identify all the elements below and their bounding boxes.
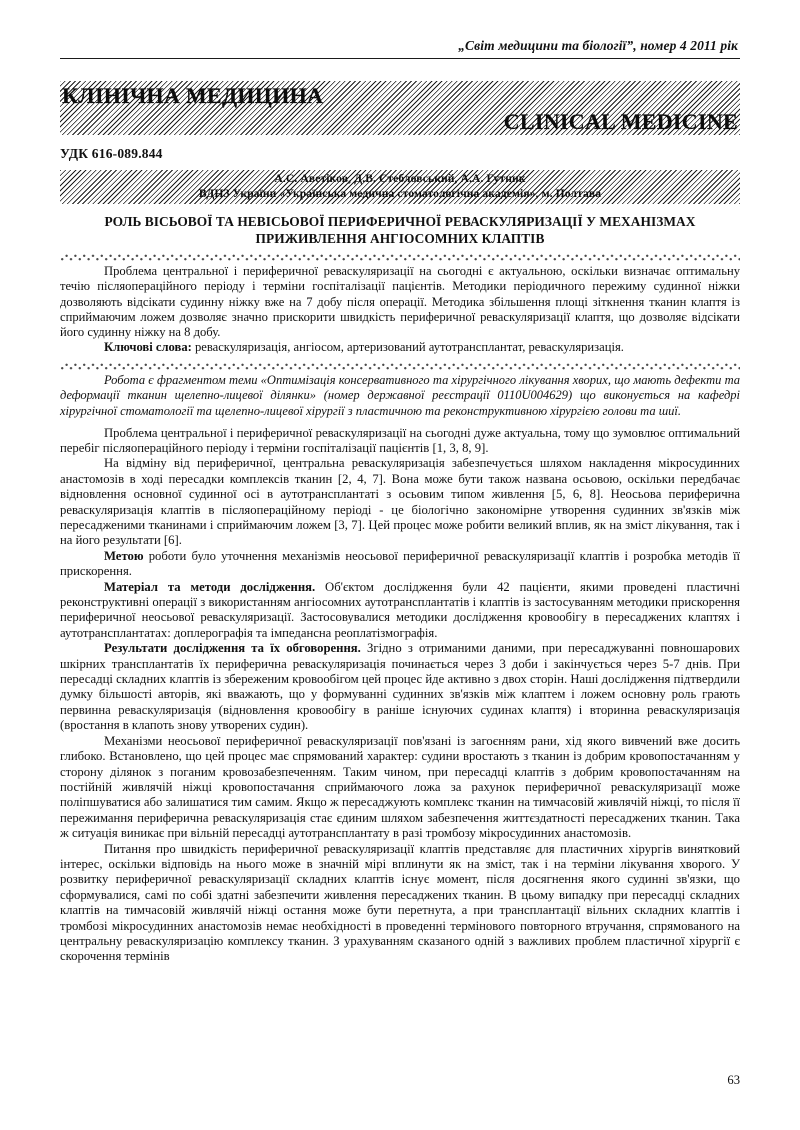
header-rule bbox=[60, 58, 740, 59]
body-paragraph bbox=[60, 734, 740, 842]
body-paragraph bbox=[60, 842, 740, 965]
section-banner bbox=[60, 81, 740, 135]
article-body bbox=[60, 426, 740, 965]
paragraph-text: Згідно з отриманими даними, при пересаджуванні повношарових шкірних трансплантатів їх периферична реваскуляризація починається через 3 доби і закінчується через 5-7 днів. При пересадці складних клаптів із збереженим кровообігом цей процес йде активно з двох сторін. Наші дослідження підтвердили думку більшості авторів, які вважають, що у формуванні судинних зв'язків між клаптем і ложем основну роль грають первинна реваскуляризація (відновлення кровообігу в раніше існуючих судинах клаптя) і вторинна реваскуляризація (вростання в клапоть знову утворених судин). bbox=[60, 641, 740, 733]
wavy-divider-bottom bbox=[60, 363, 740, 370]
body-paragraph bbox=[60, 549, 740, 580]
authors-banner bbox=[60, 170, 740, 204]
wavy-divider-top bbox=[60, 254, 740, 261]
running-head: „Світ медицини та біології”, номер 4 2011 рік bbox=[458, 38, 738, 53]
paragraph-text: роботи було уточнення механізмів неосьової периферичної реваскуляризації клаптів і розробка методів її прискорення. bbox=[60, 548, 740, 579]
keywords-label: Ключові слова: bbox=[104, 340, 192, 355]
page-number: 63 bbox=[727, 1073, 740, 1087]
paragraph-lead: Матеріал та методи дослідження. bbox=[104, 579, 316, 594]
paragraph-lead: Результати дослідження та їх обговорення. bbox=[104, 641, 361, 656]
section-title-english: CLINICAL MEDICINE bbox=[503, 109, 738, 134]
keywords-paragraph bbox=[60, 340, 740, 355]
body-paragraph bbox=[60, 456, 740, 548]
paragraph-text: На відміну від периферичної, центральна реваскуляризація забезпечується шляхом накладення мікросудинних анастомозів в ході пересадки комплексів тканин [2, 4, 7]. Вона може бути також названа осьовою, оскільки передбачає відновлення основної судинної осі в аутотрансплантаті з осьовим типом живлення [5, 6, 8]. Неосьова периферична реваскуляризація клаптів в післяопераційному періоді - це біологічно закономірне утворення судинних зв'язків між пересадженими тканинами і сприймаючим ложем [3, 7]. Цей процес може робити великий вплив, як на зміст лікування, так і на його результати [6]. bbox=[60, 456, 740, 548]
paragraph-text: Об'єктом дослідження були 42 пацієнти, якими проведені пластичні реконструктивні операції з використанням ангіосомних аутотрансплантатів і клаптів із застосуванням методики прискорення периферичної неосьової реваскуляризації. Застосовувалися методики дослідження кровообігу в пересаджених клаптях і аутотрансплантатах: доплерографія та імпедансна реоплатізмографія. bbox=[60, 579, 740, 640]
body-paragraph bbox=[60, 426, 740, 457]
abstract-paragraph: Проблема центральної і периферичної реваскуляризації на сьогодні є актуальною, оскільки визначає оптимальну течію післяопераційного періоду і терміни госпіталізації пацієнтів. Методики періодичного пережиму судинної ніжки дозволяють відсікати судинну ніжку вже на 7 добу після операції. Методика збільшення площі зіткнення тканин клаптя із сприймаючим ложем дозволяє значно прискорити швидкість периферичної реваскуляризації клаптя, що дозволяє відсікати його судинну ніжку на 8 добу. bbox=[60, 264, 740, 340]
keywords-text: реваскуляризація, ангіосом, артеризований аутотрансплантат, реваскуляризація. bbox=[191, 340, 624, 355]
funding-note: Робота є фрагментом теми «Оптимізація консервативного та хірургічного лікування хворих, що мають дефекти та деформації тканин щелепно-лицевої ділянки» (номер державної реєстрації 0110U004629) що виконується на кафедрі хірургічної стоматології та щелепно-лицевої хірургії з пластичною та реконструктивною хірургією голови та шиї. bbox=[60, 372, 740, 418]
section-title-ukrainian: КЛІНІЧНА МЕДИЦИНА bbox=[62, 83, 324, 108]
authors-names: А.С. Аветіков, Д.В. Стебловський, А.А. Гутник bbox=[274, 172, 526, 185]
paragraph-lead: Метою bbox=[104, 548, 144, 563]
article-title: РОЛЬ ВІСЬОВОЇ ТА НЕВІСЬОВОЇ ПЕРИФЕРИЧНОЇ РЕВАСКУЛЯРИЗАЦІЇ У МЕХАНІЗМАХ ПРИЖИВЛЕННЯ АНГІОСОМНИХ КЛАПТІВ bbox=[104, 214, 696, 246]
paragraph-text: Питання про швидкість периферичної реваскуляризації клаптів представляє для пластичних хірургів винятковий інтерес, оскільки відповідь на нього може в значній мірі вплинути як на зміст, так і на терміни лікування хворого. У розвитку периферичної реваскуляризації складних клаптів існує момент, після досягнення якого судинні зв'язки, що сформувалися, самі по собі здатні забезпечити живлення пересаджених тканин. В цьому випадку при пересадці складних клаптів на тимчасовій живлячій ніжці остання може бути перетнута, а при трансплантації вільних складних клаптів і тромбозі мікросудинних анастомозів немає необхідності в проведенні термінового повторного втручання, спрямованого на центральну реваскуляризацію комплексу тканин. З урахуванням сказаного одній з важливих проблем пластичної хірургії є скорочення термінів bbox=[60, 841, 740, 964]
body-paragraph bbox=[60, 580, 740, 642]
authors-affiliation: ВДНЗ України «Українська медична стоматологічна академія», м. Полтава bbox=[198, 187, 602, 200]
paragraph-text: Механізми неосьової периферичної реваскуляризації пов'язані із загоєнням рани, хід якого вивчений вже досить глибоко. Встановлено, що цей процес має спрямований характер: судини вростають з тканин із добрим кровопостачанням у сторону ділянок з поганим кровозабезпеченням. Таким чином, при пересадці клаптів з добрим кровопостачанням на постійній живлячій ніжці кровопостачання сприймаючого ложа за рахунок периферичної реваскуляризації може поліпшуватися або залишатися тим самим. Якщо ж пересаджують комплекс тканин на тимчасовій живлячій ніжці, то після її пережимання периферична реваскуляризація стає єдиним шляхом забезпечення життєздатності пересаджених тканин. Така ж ситуація виникає при вільній пересадці аутотрансплантату в разі тромбозу мікросудинних анастомозів. bbox=[60, 733, 740, 841]
paragraph-text: Проблема центральної і периферичної реваскуляризації на сьогодні дуже актуальна, тому що зумовлює оптимальний перебіг післяопераційного періоду і терміни госпіталізації пацієнтів [1, 3, 8, 9]. bbox=[60, 425, 740, 455]
body-paragraph bbox=[60, 641, 740, 733]
udc-code: УДК 616-089.844 bbox=[60, 146, 163, 161]
